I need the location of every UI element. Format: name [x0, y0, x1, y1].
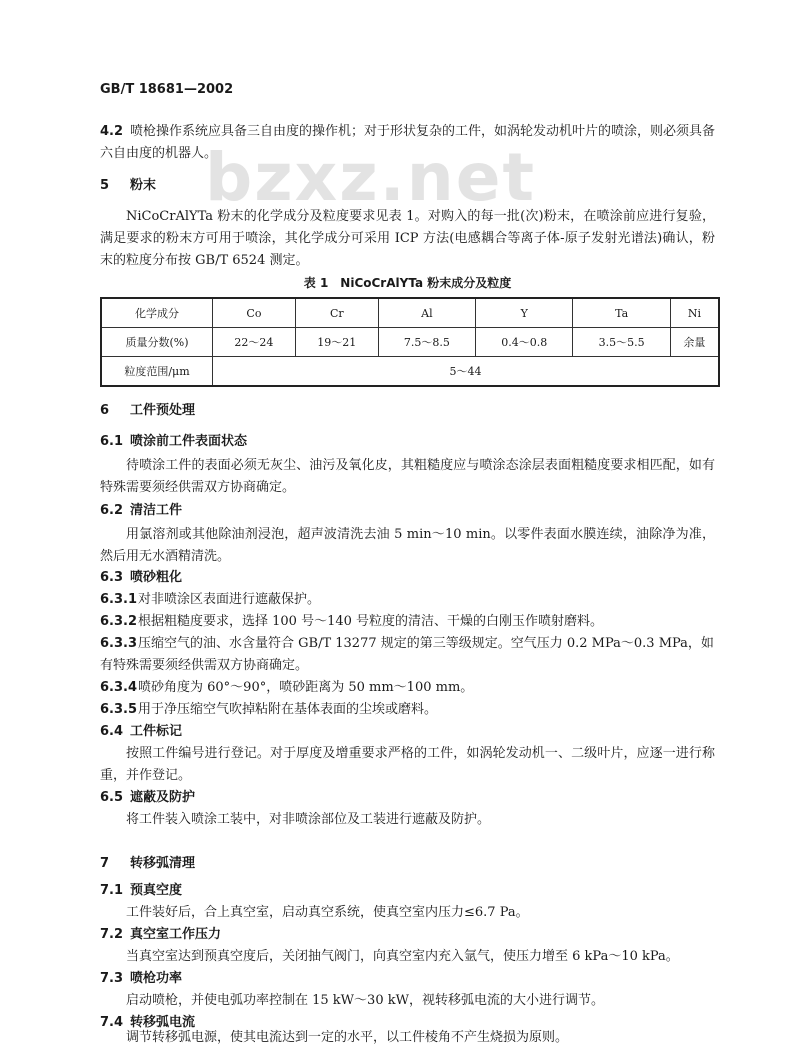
clause-title: 工件标记 [130, 724, 183, 739]
clause-number: 7.1 [100, 883, 124, 898]
section-6-heading [100, 400, 715, 422]
clause-6-1-paragraph: 待喷涂工件的表面必须无灰尘、油污及氧化皮，其粗糙度应与喷涂态涂层表面粗糙度要求相匹配，如有特殊需要须经供需双方协商确定。 [100, 458, 715, 495]
section-5-paragraph: NiCoCrAlYTa 粉末的化学成分及粒度要求见表 1。对购入的每一批(次)粉末，在喷涂前应进行复验，满足要求的粉末方可用于喷涂，其化学成分可采用 ICP 方法(电感耦合等离子体-原子发射光谱法)确认，粉末的粒度分布按 GB/T 6524 测定。 [100, 209, 715, 268]
clause-6-4-heading [100, 721, 715, 743]
clause-number: 6.3.1 [100, 592, 138, 607]
clause-number: 6.3.3 [100, 636, 138, 651]
table-cell: 质量分数(%) [101, 328, 213, 357]
table-cell: 3.5～5.5 [573, 328, 670, 357]
clause-text: 压缩空气的油、水含量符合 GB/T 13277 规定的第三等级规定。空气压力 0.2 MPa～0.3 MPa，如有特殊需要须经供需双方协商确定。 [100, 636, 714, 673]
table-cell: Co [213, 298, 296, 328]
table-cell: 粒度范围/μm [101, 357, 213, 387]
clause-number: 6.3 [100, 570, 124, 585]
clause-number: 7.2 [100, 927, 124, 942]
section-title: 工件预处理 [130, 403, 196, 418]
clause-title: 转移弧电流 [130, 1015, 196, 1030]
clause-text: 用于净压缩空气吹掉粘附在基体表面的尘埃或磨料。 [138, 702, 438, 717]
clause-7-1-heading [100, 880, 715, 902]
table-cell: 余量 [670, 328, 719, 357]
table-1-title: 表 1 NiCoCrAlYTa 粉末成分及粒度 [303, 276, 512, 290]
clause-6-5-heading [100, 787, 715, 809]
clause-text: 对非喷涂区表面进行遮蔽保护。 [138, 592, 321, 607]
clause-title: 真空室工作压力 [130, 927, 222, 942]
section-number: 7 [100, 856, 110, 871]
clause-7-3-paragraph: 启动喷枪，并使电弧功率控制在 15 kW～30 kW，视转移弧电流的大小进行调节。 [126, 993, 604, 1008]
clause-title: 遮蔽及防护 [130, 790, 196, 805]
clause-7-2-heading [100, 924, 715, 946]
table-cell: Cr [295, 298, 378, 328]
clause-number: 4.2 [100, 124, 124, 139]
clause-title: 喷涂前工件表面状态 [130, 434, 248, 449]
clause-title: 喷砂粗化 [130, 570, 183, 585]
clause-7-2-paragraph: 当真空室达到预真空度后，关闭抽气阀门，向真空室内充入氩气，使压力增至 6 kPa～10 kPa。 [126, 949, 679, 964]
section-5-heading [100, 175, 715, 197]
clause-7-4-paragraph: 调节转移弧电源，使其电流达到一定的水平，以工件棱角不产生烧损为原则。 [126, 1030, 569, 1045]
clause-title: 预真空度 [130, 883, 183, 898]
clause-text: 根据粗糙度要求，选择 100 号～140 号粒度的清洁、干燥的白刚玉作喷射磨料。 [138, 614, 604, 629]
table-cell: Ni [670, 298, 719, 328]
table-header-row [101, 298, 719, 328]
clause-6-5-paragraph: 将工件装入喷涂工装中，对非喷涂部位及工装进行遮蔽及防护。 [126, 812, 491, 827]
clause-4-2 [100, 121, 715, 165]
clause-number: 6.4 [100, 724, 124, 739]
clause-6-3-4 [100, 677, 715, 699]
table-cell: Y [476, 298, 573, 328]
section-number: 5 [100, 178, 110, 193]
clause-6-4-paragraph: 按照工件编号进行登记。对于厚度及增重要求严格的工件，如涡轮发动机一、二级叶片，应逐一进行称重，并作登记。 [100, 746, 715, 783]
section-number: 6 [100, 403, 110, 418]
section-title: 转移弧清理 [130, 856, 196, 871]
clause-number: 6.5 [100, 790, 124, 805]
section-7-heading [100, 853, 715, 875]
clause-6-3-2 [100, 611, 715, 633]
table-cell: 7.5～8.5 [378, 328, 475, 357]
clause-6-3-1 [100, 589, 715, 611]
clause-7-3-heading [100, 968, 715, 990]
clause-number: 6.1 [100, 434, 124, 449]
clause-number: 6.2 [100, 503, 124, 518]
watermark: bzxz.net [205, 139, 537, 216]
clause-number: 7.4 [100, 1015, 124, 1030]
clause-number: 6.3.4 [100, 680, 138, 695]
standard-number: GB/T 18681—2002 [100, 82, 234, 97]
clause-number: 6.3.2 [100, 614, 138, 629]
clause-number: 6.3.5 [100, 702, 138, 717]
clause-6-2-heading [100, 500, 715, 522]
table-cell: 19～21 [295, 328, 378, 357]
table-row [101, 357, 719, 387]
table-cell: 化学成分 [101, 298, 213, 328]
clause-6-3-3 [100, 633, 715, 677]
table-cell: 0.4～0.8 [476, 328, 573, 357]
table-cell: Al [378, 298, 475, 328]
clause-title: 清洁工件 [130, 503, 183, 518]
clause-text: 喷砂角度为 60°～90°，喷砂距离为 50 mm～100 mm。 [138, 680, 474, 695]
clause-7-1-paragraph: 工件装好后，合上真空室，启动真空系统，使真空室内压力≤6.7 Pa。 [126, 905, 529, 920]
table-1 [100, 297, 720, 387]
clause-title: 喷枪功率 [130, 971, 183, 986]
table-cell: 22～24 [213, 328, 296, 357]
section-title: 粉末 [130, 178, 157, 193]
table-row [101, 328, 719, 357]
table-cell: Ta [573, 298, 670, 328]
clause-6-3-heading [100, 567, 715, 589]
clause-6-2-paragraph: 用氯溶剂或其他除油剂浸泡，超声波清洗去油 5 min～10 min。以零件表面水膜连续，油除净为准，然后用无水酒精清洗。 [100, 527, 715, 564]
clause-number: 7.3 [100, 971, 124, 986]
clause-6-1-heading [100, 431, 715, 453]
clause-text: 喷枪操作系统应具备三自由度的操作机；对于形状复杂的工件，如涡轮发动机叶片的喷涂，则必须具备六自由度的机器人。 [100, 124, 716, 161]
table-cell: 5～44 [213, 357, 720, 387]
clause-6-3-5 [100, 699, 715, 721]
